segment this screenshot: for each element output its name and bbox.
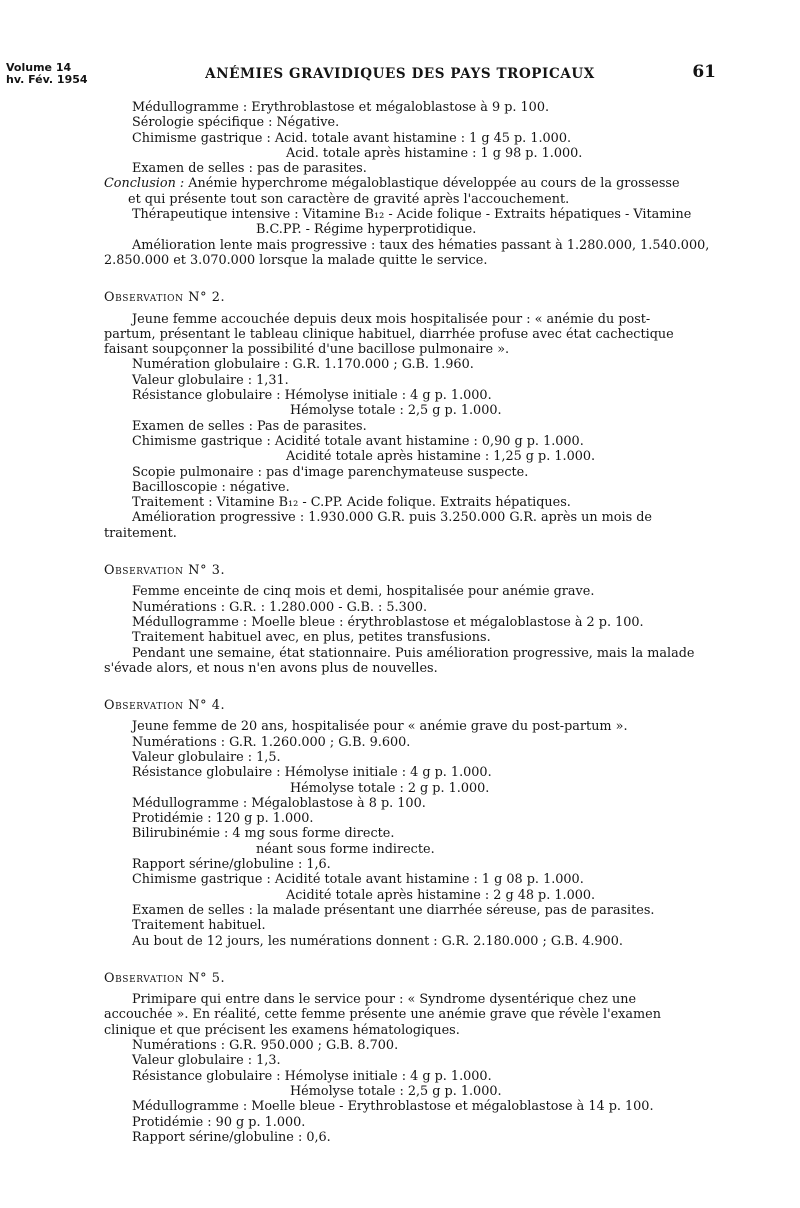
text-line: Examen de selles : pas de parasites. (132, 161, 367, 177)
conclusion-text: Anémie hyperchrome mégaloblastique développée au cours de la grossesse (184, 176, 680, 192)
text-line: Protidémie : 90 g p. 1.000. (132, 1114, 306, 1130)
text-line: Amélioration lente mais progressive : taux des hématies passant à 1.280.000, 1.540.000, (132, 237, 710, 253)
text-line: Hémolyse totale : 2 g p. 1.000. (290, 780, 490, 796)
observation-3 (104, 563, 712, 676)
text-line: Acidité totale après histamine : 2 g 48 p. 1.000. (286, 887, 596, 903)
text-line: Bilirubinémie : 4 mg sous forme directe. (132, 826, 395, 842)
text-line: Numération globulaire : G.R. 1.170.000 ; G.B. 1.960. (132, 357, 474, 373)
text-line: Jeune femme de 20 ans, hospitalisée pour « anémie grave du post-partum ». (132, 719, 628, 735)
text-line: Amélioration progressive : 1.930.000 G.R. puis 3.250.000 G.R. après un mois de (132, 510, 652, 526)
text-line: néant sous forme indirecte. (256, 841, 435, 857)
observation-4 (104, 698, 712, 949)
text-line: clinique et que précisent les examens hématologiques. (104, 1022, 460, 1038)
text-line: faisant soupçonner la possibilité d'une bacillose pulmonaire ». (104, 342, 510, 358)
text-line: Numérations : G.R. 950.000 ; G.B. 8.700. (132, 1038, 399, 1054)
text-line: Chimisme gastrique : Acidité totale avant histamine : 1 g 08 p. 1.000. (132, 872, 584, 888)
text-line: Rapport sérine/globuline : 0,6. (132, 1129, 331, 1145)
text-line: Bacilloscopie : négative. (132, 479, 290, 495)
text-line: Pendant une semaine, état stationnaire. Puis amélioration progressive, mais la malade (132, 645, 695, 661)
text-line: Médullogramme : Mégaloblastose à 8 p. 100. (132, 795, 426, 811)
text-line: et qui présente tout son caractère de gravité après l'accouchement. (128, 191, 570, 207)
text-line: Acidité totale après histamine : 1,25 g p. 1.000. (286, 449, 596, 465)
observation-4-heading: Observation N° 4. (104, 698, 226, 714)
text-line: Traitement habituel. (132, 918, 266, 934)
text-line: s'évade alors, et nous n'en avons plus de nouvelles. (104, 660, 438, 676)
observation-2-heading: Observation N° 2. (104, 290, 226, 306)
text-line: Jeune femme accouchée depuis deux mois hospitalisée pour : « anémie du post- (132, 311, 651, 327)
text-line: Thérapeutique intensive : Vitamine B₁₂ - Acide folique - Extraits hépatiques - Vitamine (132, 207, 692, 223)
text-line: Résistance globulaire : Hémolyse initiale : 4 g p. 1.000. (132, 765, 492, 781)
conclusion-line (104, 176, 712, 191)
observation-2 (104, 290, 712, 541)
text-line: Protidémie : 120 g p. 1.000. (132, 811, 314, 827)
observation-1-continued (104, 100, 712, 268)
text-line: Valeur globulaire : 1,3. (132, 1053, 281, 1069)
text-line: Examen de selles : Pas de parasites. (132, 418, 367, 434)
text-line: Médullogramme : Moelle bleue : érythroblastose et mégaloblastose à 2 p. 100. (132, 614, 644, 630)
conclusion-label: Conclusion : (104, 176, 185, 192)
text-line: partum, présentant le tableau clinique habituel, diarrhée profuse avec état cachectique (104, 326, 674, 342)
text-line: Chimisme gastrique : Acidité totale avant histamine : 0,90 g p. 1.000. (132, 433, 584, 449)
text-line: Hémolyse totale : 2,5 g p. 1.000. (290, 403, 502, 419)
text-line: Hémolyse totale : 2,5 g p. 1.000. (290, 1083, 502, 1099)
article-body (104, 100, 712, 1145)
text-line: Valeur globulaire : 1,31. (132, 372, 289, 388)
text-line: Médullogramme : Erythroblastose et mégaloblastose à 9 p. 100. (132, 100, 550, 115)
text-line: Chimisme gastrique : Acid. totale avant histamine : 1 g 45 p. 1.000. (132, 130, 572, 146)
running-title: ANÉMIES GRAVIDIQUES DES PAYS TROPICAUX (205, 66, 595, 82)
text-line: B.C.PP. - Régime hyperprotidique. (256, 222, 477, 238)
text-line: Traitement habituel avec, en plus, petites transfusions. (132, 630, 491, 646)
text-line: Examen de selles : la malade présentant une diarrhée séreuse, pas de parasites. (132, 902, 655, 918)
page-number: 61 (692, 62, 716, 82)
text-line: Traitement : Vitamine B₁₂ - C.PP. Acide folique. Extraits hépatiques. (132, 495, 571, 511)
text-line: Résistance globulaire : Hémolyse initiale : 4 g p. 1.000. (132, 1068, 492, 1084)
observation-5-heading: Observation N° 5. (104, 970, 226, 986)
text-line: Rapport sérine/globuline : 1,6. (132, 857, 331, 873)
text-line: traitement. (104, 525, 177, 541)
text-line: Primipare qui entre dans le service pour : « Syndrome dysentérique chez une (132, 992, 637, 1008)
issue-date-line: hv. Fév. 1954 (6, 73, 88, 86)
volume-line: Volume 14 (6, 61, 72, 74)
text-line: Sérologie spécifique : Négative. (132, 115, 340, 131)
text-line: accouchée ». En réalité, cette femme présente une anémie grave que révèle l'examen (104, 1007, 661, 1023)
text-line: Valeur globulaire : 1,5. (132, 749, 281, 765)
observation-5 (104, 971, 712, 1145)
text-line: 2.850.000 et 3.070.000 lorsque la malade quitte le service. (104, 252, 488, 268)
text-line: Résistance globulaire : Hémolyse initiale : 4 g p. 1.000. (132, 388, 492, 404)
text-line: Numérations : G.R. : 1.280.000 - G.B. : 5.300. (132, 599, 428, 615)
text-line: Numérations : G.R. 1.260.000 ; G.B. 9.600. (132, 734, 411, 750)
text-line: Médullogramme : Moelle bleue - Erythroblastose et mégaloblastose à 14 p. 100. (132, 1099, 654, 1115)
text-line: Scopie pulmonaire : pas d'image parenchymateuse suspecte. (132, 464, 529, 480)
observation-3-heading: Observation N° 3. (104, 563, 226, 579)
running-header (0, 62, 800, 92)
text-line: Femme enceinte de cinq mois et demi, hospitalisée pour anémie grave. (132, 584, 595, 600)
text-line: Au bout de 12 jours, les numérations donnent : G.R. 2.180.000 ; G.B. 4.900. (132, 933, 623, 949)
text-line: Acid. totale après histamine : 1 g 98 p. 1.000. (286, 145, 583, 161)
